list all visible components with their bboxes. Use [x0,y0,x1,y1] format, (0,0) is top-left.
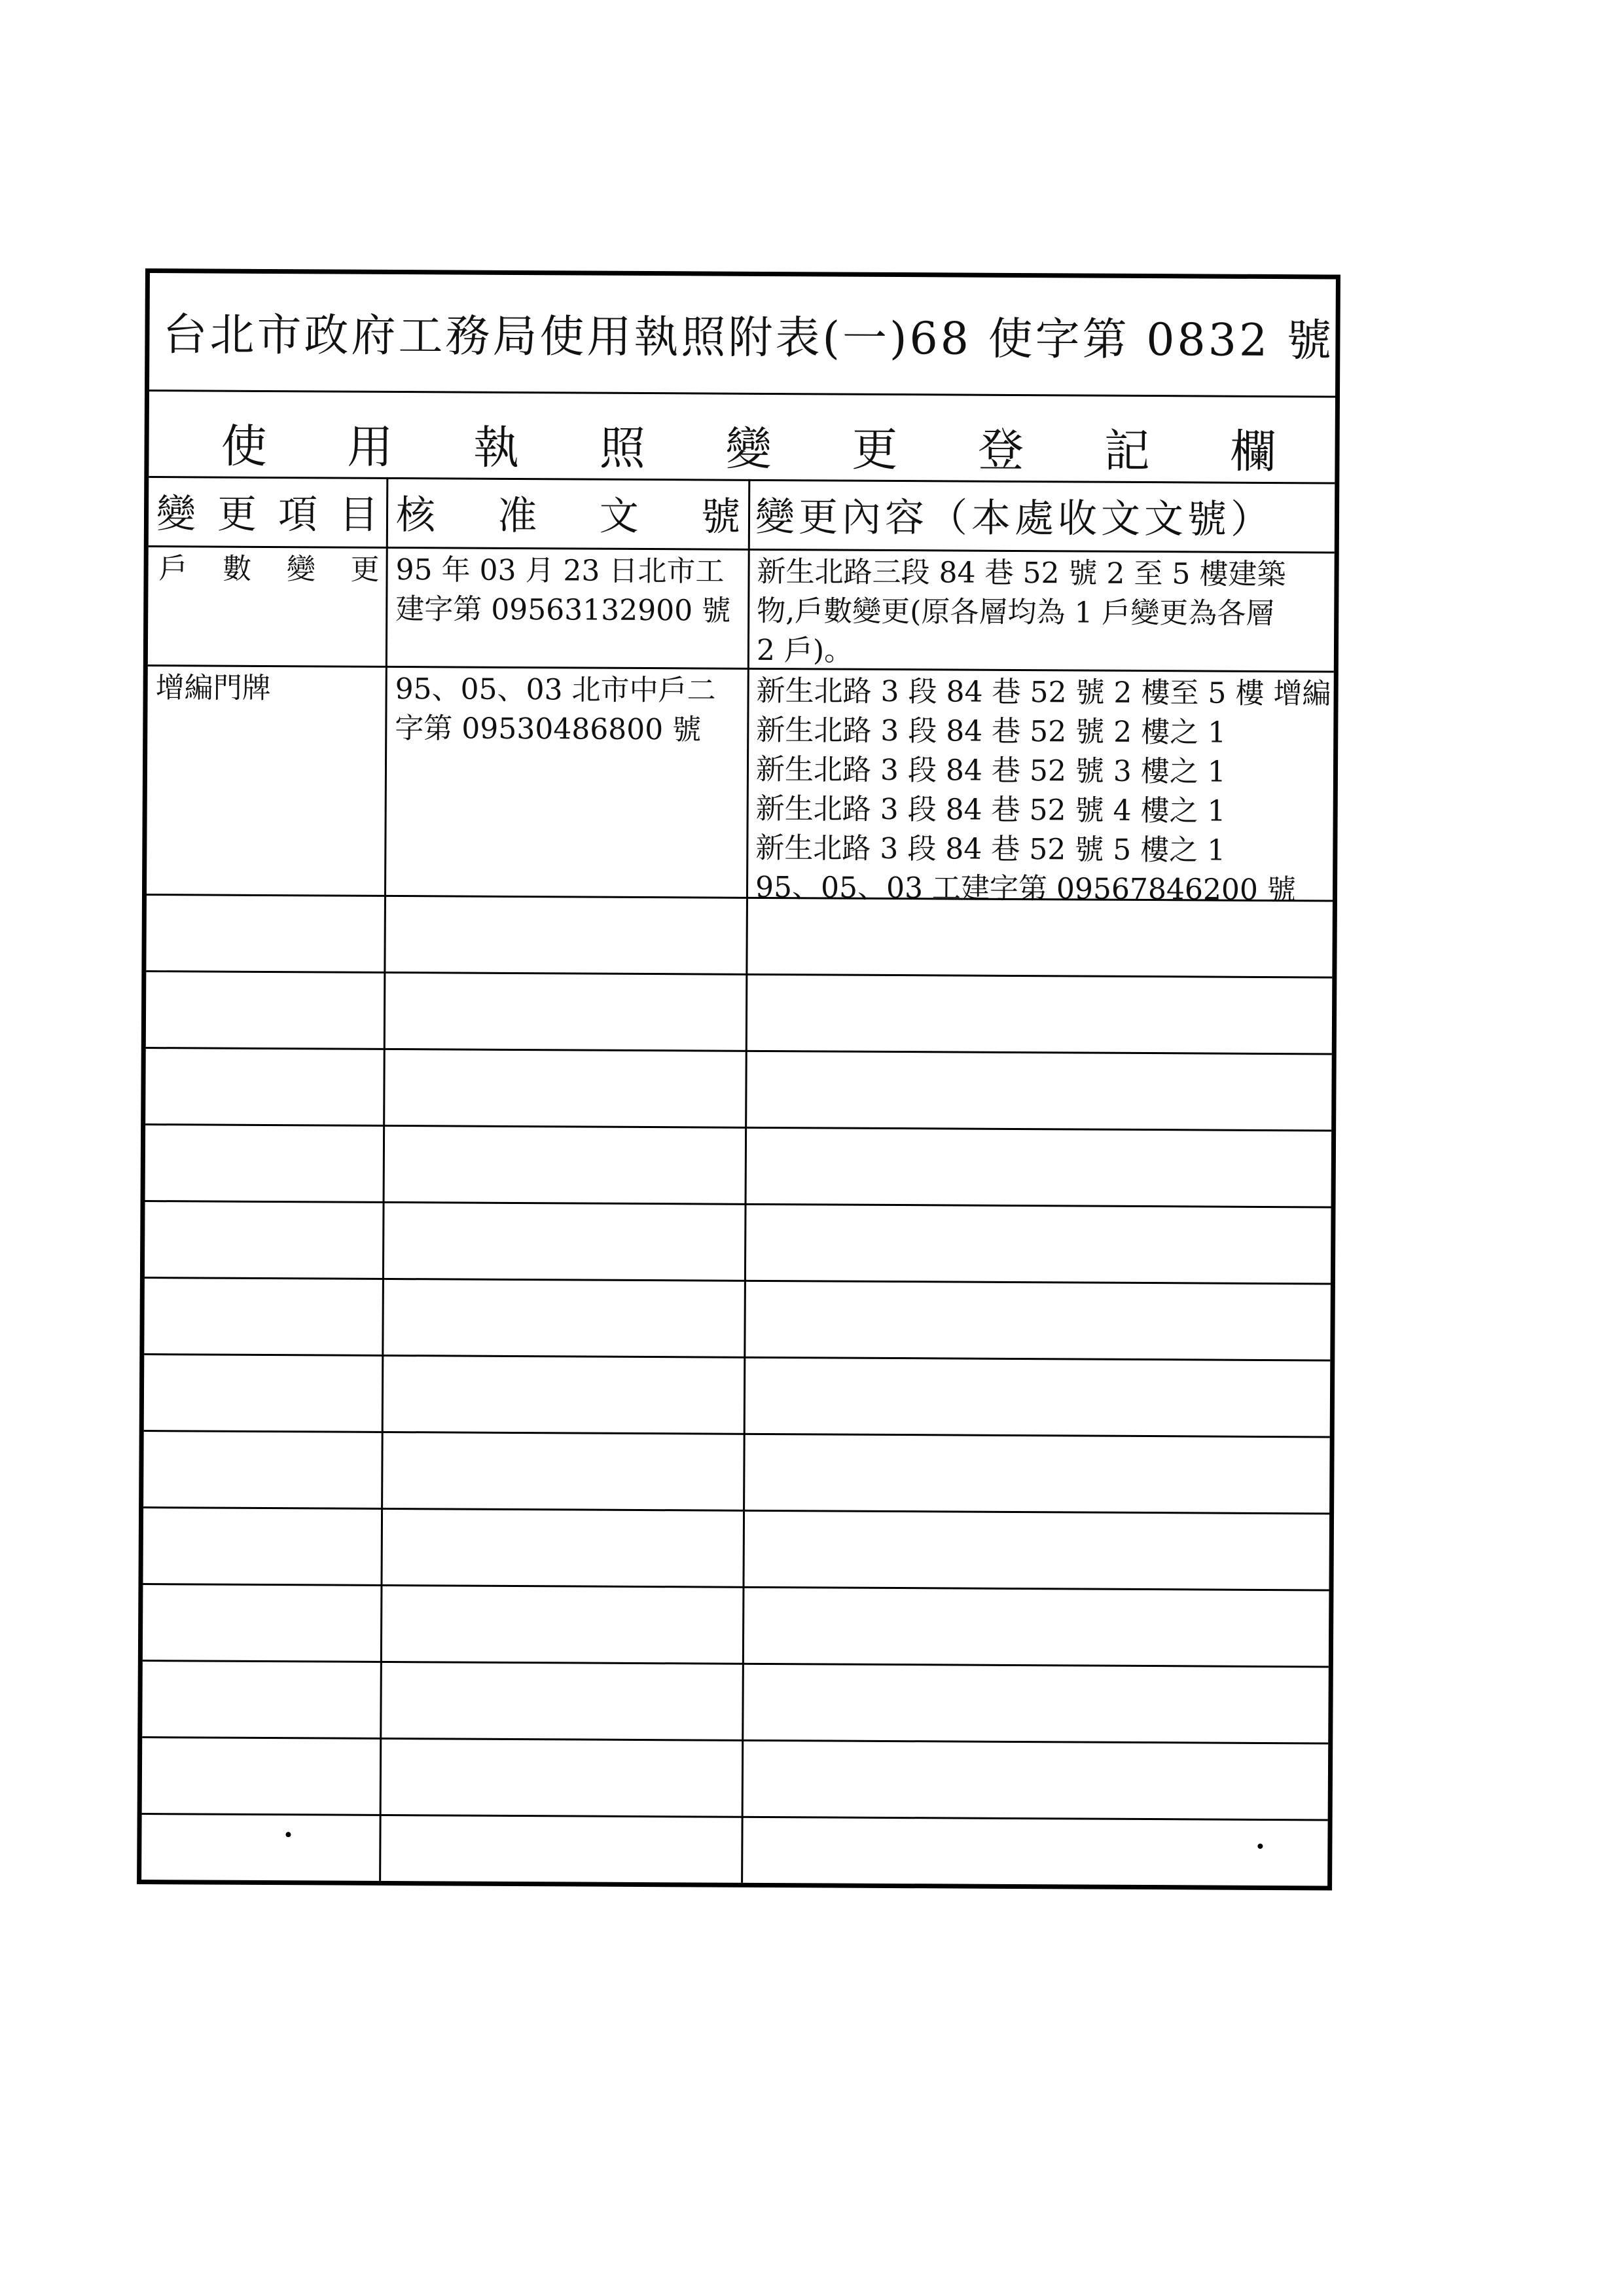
row-divider [144,1430,1330,1438]
header-char: 變 [156,491,196,538]
content-line: 新生北路三段 84 巷 52 號 2 至 5 樓建築 [757,555,1286,592]
register-title-char: 更 [852,422,898,477]
row1-content [751,553,1337,674]
content-line: 新生北路 3 段 84 巷 52 號 4 樓之 1 [755,792,1226,828]
row2-item: 增編門牌 [155,671,271,706]
header-change-content: 變更內容（本處收文文號） [755,494,1274,543]
register-title-char: 用 [347,420,393,474]
content-line: 新生北路 3 段 84 巷 52 號 2 樓之 1 [756,713,1227,750]
content-line: 物,戶數變更(原各層均為 1 戶變更為各層 [757,594,1275,631]
item-char: 變 [286,553,316,587]
header-char: 更 [217,491,257,538]
row-divider [142,1813,1328,1821]
header-change-item [149,476,387,547]
row1-item [152,549,386,590]
row-divider [146,1047,1332,1055]
row-divider [145,1123,1331,1131]
approval-line: 95 年 03 月 23 日北市工 [395,553,725,589]
header-char: 項 [278,492,318,538]
row-divider [142,1736,1328,1744]
row-divider [144,1353,1330,1361]
title-row [149,273,1336,397]
header-char: 文 [599,493,639,539]
approval-line: 建字第 09563132900 號 [395,592,731,628]
row2-content [750,672,1336,911]
register-title-char: 照 [599,421,646,476]
row-divider [143,1506,1329,1514]
item-char: 數 [223,552,252,586]
register-title [221,410,1276,481]
item-char: 更 [350,553,380,587]
register-title-char: 變 [725,422,772,477]
scan-speck [1257,1844,1263,1849]
content-line: 新生北路 3 段 84 巷 52 號 5 樓之 1 [755,831,1226,867]
row-divider [145,1200,1331,1208]
row-divider [146,970,1332,978]
content-line: 2 戶)。 [756,633,854,668]
row-divider [143,1583,1329,1591]
license-attachment-table [137,268,1340,1891]
register-title-char: 欄 [1230,424,1276,479]
column-header-row [149,476,1335,553]
register-title-char: 登 [977,423,1024,478]
header-char: 號 [700,494,741,540]
approval-line: 字第 09530486800 號 [395,712,702,747]
document-title: 台北市政府工務局使用執照附表(一)68 使字第 0832 號 [162,309,1335,367]
content-line: 新生北路 3 段 84 巷 52 號 2 樓至 5 樓 增編 [756,674,1331,711]
row-divider [143,1660,1329,1667]
row1-approval [390,551,747,631]
item-char: 戶 [158,552,188,586]
header-char: 核 [395,492,436,539]
header-approval-number [388,477,749,549]
approval-line: 95、05、03 北市中戶二 [395,672,716,708]
content-line: 新生北路 3 段 84 巷 52 號 3 樓之 1 [755,752,1226,789]
register-title-char: 使 [221,419,267,473]
scan-speck [285,1832,291,1837]
header-char: 目 [338,492,379,538]
row-divider [145,1277,1331,1285]
register-title-row [149,390,1335,484]
content-line: 95、05、03 工建字第 09567846200 號 [755,870,1297,907]
header-char: 准 [497,492,537,539]
register-title-char: 執 [473,420,520,475]
row2-approval [389,670,747,750]
register-title-char: 記 [1104,424,1151,479]
